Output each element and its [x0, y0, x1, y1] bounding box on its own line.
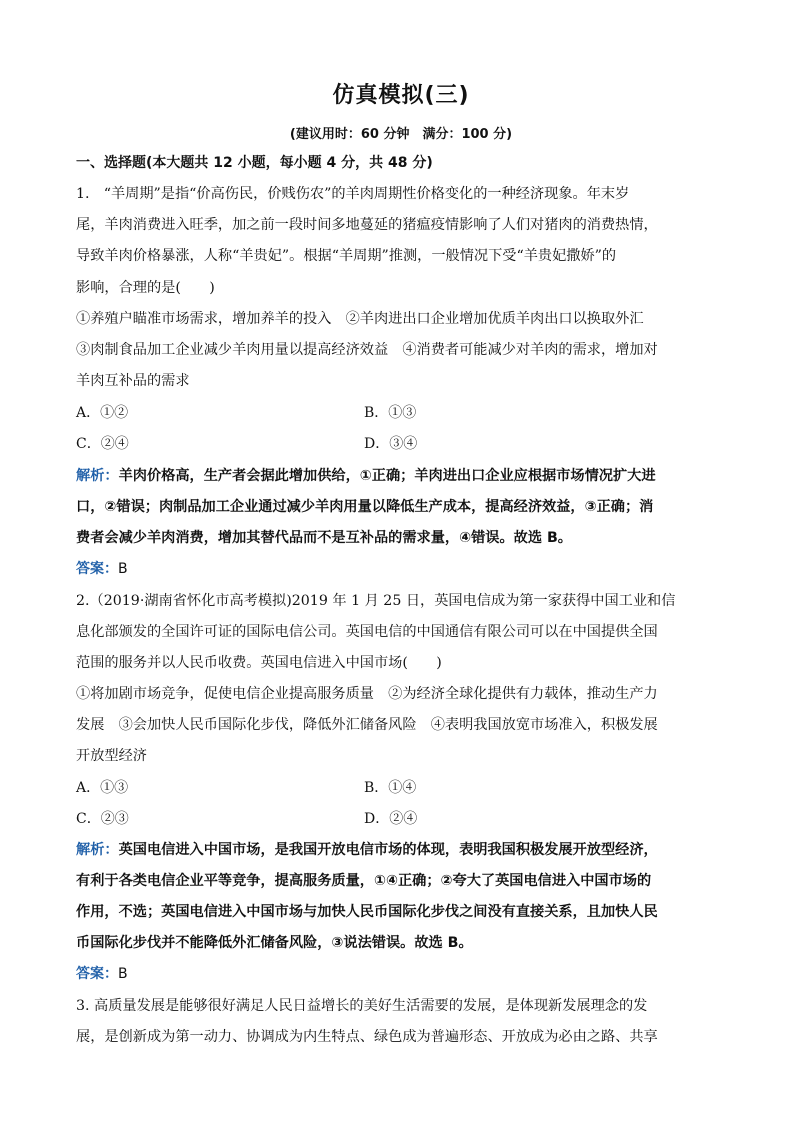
q1-line: ①养殖户瞄准市场需求，增加养羊的投入 ②羊肉进出口企业增加优质羊肉出口以换取外汇: [76, 311, 644, 327]
q1-line: 尾，羊肉消费进入旺季，加之前一段时间多地蔓延的猪瘟疫情影响了人们对猪肉的消费热情，: [76, 217, 658, 233]
q2-line: 息化部颁发的全国许可证的国际电信公司。英国电信的中国通信有限公司可以在中国提供全国: [76, 624, 658, 640]
q1-option-a: A．①②: [76, 405, 129, 421]
q1-answer: [76, 554, 128, 584]
q1-answer-label: 答案：: [76, 561, 118, 577]
q2-analysis-line: 币国际化步伐并不能降低外汇储备风险，③说法错误。故选 B。: [76, 935, 473, 951]
q1-line: 羊肉互补品的需求: [76, 373, 190, 389]
q2-line: 开放型经济: [76, 748, 147, 764]
q1-line: 影响，合理的是( ): [76, 280, 215, 296]
page-subtitle: (建议用时：60 分钟 满分：100 分): [289, 127, 513, 142]
q2-line: ①将加剧市场竞争，促使电信企业提高服务质量 ②为经济全球化提供有力载体，推动生产力: [76, 686, 658, 702]
q2-analysis-line: 有利于各类电信企业平等竞争，提高服务质量，①④正确；②夸大了英国电信进入中国市场的: [76, 873, 652, 889]
q3-line: 3. 高质量发展是能够很好满足人民日益增长的美好生活需要的发展，是体现新发展理念的发: [76, 998, 648, 1014]
q2-analysis-text: 英国电信进入中国市场，是我国开放电信市场的体现，表明我国积极发展开放型经济，: [118, 842, 658, 858]
q2-analysis-line: 作用，不选；英国电信进入中国市场与加快人民币国际化步伐之间没有直接关系，且加快人民: [76, 904, 658, 920]
page-title: 仿真模拟(三): [332, 83, 470, 108]
q2-analysis-line: [76, 835, 726, 865]
q2-option-a: A．①③: [76, 780, 129, 796]
q2-answer-label: 答案：: [76, 966, 118, 982]
q2-option-c: C．②③: [76, 811, 129, 827]
q1-line: ③肉制食品加工企业减少羊肉用量以提高经济效益 ④消费者可能减少对羊肉的需求，增加对: [76, 342, 658, 358]
q1-analysis-line: [76, 461, 726, 491]
q1-option-c: C．②④: [76, 436, 129, 452]
q1-answer-value: B: [118, 561, 128, 577]
q1-analysis-line: 费者会减少羊肉消费，增加其替代品而不是互补品的需求量，④错误。故选 B。: [76, 530, 572, 546]
q1-line: 1. “羊周期”是指“价高伤民，价贱伤农”的羊肉周期性价格变化的一种经济现象。年末岁: [76, 186, 630, 202]
q2-option-d: D．②④: [364, 811, 418, 827]
q1-analysis-text: 羊肉价格高，生产者会据此增加供给，①正确；羊肉进出口企业应根据市场情况扩大进: [118, 468, 656, 484]
q1-line: 导致羊肉价格暴涨，人称“羊贵妃”。根据“羊周期”推测，一般情况下受“羊贵妃撒娇”的: [76, 248, 617, 264]
q2-line: 范围的服务并以人民币收费。英国电信进入中国市场( ): [76, 655, 442, 671]
q1-analysis-line: 口，②错误；肉制品加工企业通过减少羊肉用量以降低生产成本，提高经济效益，③正确；消: [76, 499, 654, 515]
q1-option-b: B．①③: [364, 405, 417, 421]
q1-analysis-label: 解析：: [76, 468, 119, 484]
q2-line: 发展 ③会加快人民币国际化步伐，降低外汇储备风险 ④表明我国放宽市场准入，积极发展: [76, 717, 658, 733]
q2-answer-value: B: [118, 966, 128, 982]
q2-option-b: B．①④: [364, 780, 417, 796]
q1-option-d: D．③④: [364, 436, 418, 452]
q2-answer: [76, 959, 128, 989]
section-heading: 一、选择题(本大题共 12 小题，每小题 4 分，共 48 分): [76, 155, 433, 171]
q3-line: 展，是创新成为第一动力、协调成为内生特点、绿色成为普遍形态、开放成为必由之路、共享: [76, 1029, 658, 1045]
q2-line: 2.（2019·湖南省怀化市高考模拟)2019 年 1 月 25 日，英国电信成为第一家获得中国工业和信: [76, 593, 676, 609]
q2-analysis-label: 解析：: [76, 842, 119, 858]
